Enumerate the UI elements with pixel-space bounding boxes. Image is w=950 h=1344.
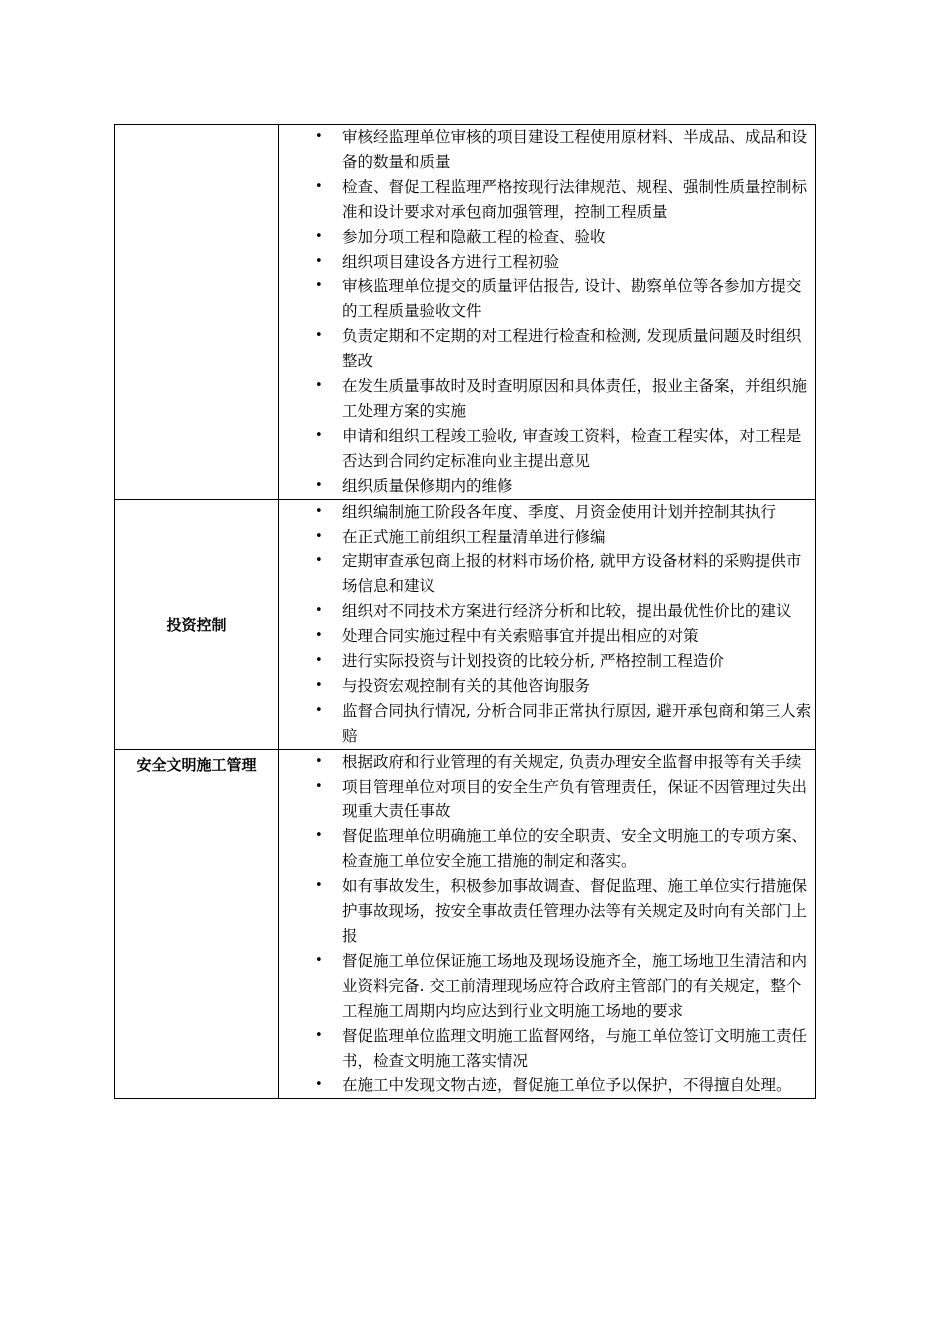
list-item-text: 定期审查承包商上报的材料市场价格, 就甲方设备材料的采购提供市场信息和建议 [342,552,802,596]
row-content [279,499,816,749]
list-item-text: 督促施工单位保证施工场地及现场设施齐全，施工场地卫生清洁和内业资料完备. 交工前清理现场应符合政府主管部门的有关规定，整个工程施工周期内均应达到行业文明施工场地的要求 [342,951,808,1020]
list-item-text: 组织编制施工阶段各年度、季度、月资金使用计划并控制其执行 [342,502,777,521]
bullet-icon: • [315,378,323,394]
bullet-icon: • [315,503,323,519]
bullet-icon: • [315,878,323,894]
bullet-icon: • [315,328,323,344]
list-item-text: 审核监理单位提交的质量评估报告, 设计、勘察单位等各参加方提交的工程质量验收文件 [342,277,802,321]
responsibility-table [114,124,816,1099]
list-item [279,824,815,874]
list-item [279,324,815,374]
list-item [279,750,815,775]
list-item-text: 检查、督促工程监理严格按现行法律规范、规程、强制性质量控制标准和设计要求对承包商加强管理，控制工程质量 [342,177,808,221]
list-item [279,699,815,749]
list-item-text: 申请和组织工程竣工验收, 审查竣工资料，检查工程实体，对工程是否达到合同约定标准向业主提出意见 [342,426,802,470]
list-item-text: 根据政府和行业管理的有关规定, 负责办理安全监督申报等有关手续 [342,752,802,771]
list-item-text: 进行实际投资与计划投资的比较分析, 严格控制工程造价 [342,652,724,671]
table-row-safety-management [115,749,816,1099]
bullet-icon: • [315,528,323,544]
list-item [279,424,815,474]
list-item [279,374,815,424]
item-list [279,750,815,1099]
list-item [279,474,815,499]
table-row-investment-control [115,499,816,749]
list-item [279,175,815,225]
list-item [279,125,815,175]
list-item [279,649,815,674]
bullet-icon: • [315,653,323,669]
list-item-text: 督促监理单位明确施工单位的安全职责、安全文明施工的专项方案、检查施工单位安全施工措施的制定和落实。 [342,827,808,871]
list-item-text: 组织质量保修期内的维修 [342,476,513,495]
bullet-icon: • [315,753,323,769]
bullet-icon: • [315,702,323,718]
item-list [279,125,815,499]
item-list [279,500,815,749]
list-item-text: 在施工中发现文物古迹，督促施工单位予以保护，不得擅自处理。 [342,1076,792,1095]
list-item-text: 审核经监理单位审核的项目建设工程使用原材料、半成品、成品和设备的数量和质量 [342,128,808,171]
bullet-icon: • [315,477,323,493]
list-item [279,674,815,699]
bullet-icon: • [315,253,323,269]
row-label [115,125,279,500]
list-item-text: 监督合同执行情况, 分析合同非正常执行原因, 避开承包商和第三人索赔 [342,701,812,745]
bullet-icon: • [315,1027,323,1043]
bullet-icon: • [315,677,323,693]
list-item-text: 督促监理单位监理文明施工监督网络，与施工单位签订文明施工责任书，检查文明施工落实情况 [342,1026,808,1070]
list-item-text: 负责定期和不定期的对工程进行检查和检测, 发现质量问题及时组织整改 [342,327,802,371]
bullet-icon: • [315,628,323,644]
bullet-icon: • [315,129,323,144]
row-content [279,749,816,1099]
row-label: 安全文明施工管理 [115,749,279,1099]
list-item [279,624,815,649]
list-item-text: 参加分项工程和隐蔽工程的检查、验收 [342,227,606,246]
list-item [279,775,815,825]
bullet-icon: • [315,1077,323,1093]
bullet-icon: • [315,553,323,569]
list-item-text: 在正式施工前组织工程量清单进行修编 [342,527,606,546]
list-item-text: 如有事故发生，积极参加事故调查、督促监理、施工单位实行措施保护事故现场，按安全事故责任管理办法等有关规定及时向有关部门上报 [342,877,808,945]
list-item [279,250,815,275]
list-item [279,949,815,1024]
table-row-quality [115,125,816,500]
bullet-icon: • [315,427,323,443]
list-item [279,549,815,599]
list-item [279,500,815,525]
list-item-text: 组织项目建设各方进行工程初验 [342,252,560,271]
list-item-text: 组织对不同技术方案进行经济分析和比较，提出最优性价比的建议 [342,602,792,621]
bullet-icon: • [315,952,323,968]
row-label: 投资控制 [115,499,279,749]
bullet-icon: • [315,828,323,844]
list-item-text: 在发生质量事故时及时查明原因和具体责任，报业主备案，并组织施工处理方案的实施 [342,377,808,420]
list-item-text: 项目管理单位对项目的安全生产负有管理责任，保证不因管理过失出现重大责任事故 [342,777,808,821]
list-item [279,1073,815,1098]
bullet-icon: • [315,228,323,244]
row-content [279,125,816,500]
bullet-icon: • [315,778,323,794]
list-item [279,599,815,624]
list-item-text: 与投资宏观控制有关的其他咨询服务 [342,676,591,695]
list-item [279,225,815,250]
bullet-icon: • [315,603,323,619]
list-item [279,525,815,550]
bullet-icon: • [315,178,323,194]
list-item-text: 处理合同实施过程中有关索赔事宜并提出相应的对策 [342,627,699,646]
list-item [279,1024,815,1074]
list-item [279,874,815,949]
list-item [279,274,815,324]
bullet-icon: • [315,278,323,294]
